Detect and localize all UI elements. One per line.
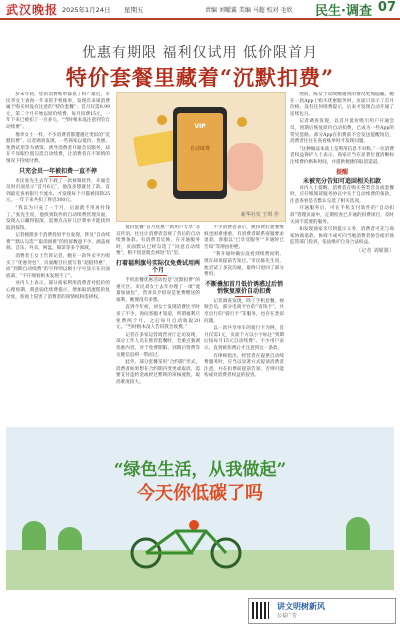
- paragraph: 消费者王女士告诉记者，她在一款外卖平台购买了“优惠券包”，页面醒目位置写着“超值特惠”，而“到期自动续费”的字样则以极小字号显示在页面底部，“不仔细看根本发现不了”。: [6, 254, 110, 279]
- paragraph: 开通服务后，可在手机支付软件的“自动扣款”管理页面中，定期检查已开通的扣费项目，及时关闭不需要的服务。: [290, 206, 394, 225]
- public-service-ad: [6, 427, 394, 590]
- paragraph: 直到今年初，刘女士发现话费比平时多了不少，询问客服才知道，所谓福利只免费两个月，之后每月自动收取20元。“当时根本没人告诉我会收费。”: [116, 305, 200, 331]
- illustration-credit: 新华社发 王琪 作: [240, 212, 279, 218]
- article-title: 特价套餐里藏着“沉默扣费”: [65, 65, 335, 90]
- paragraph: 记者梳理多个消费投诉平台发现，涉及“自动续费”“默认勾选”“取消困难”的投诉数量不少，涵盖视频、音乐、外卖、网盘、阅读等多个领域。: [6, 233, 110, 252]
- paragraph: 业内人士提醒，消费者在购买各类会员或套餐时，应仔细阅读服务协议中关于自动续费的条款，注意查看是否默认勾选了相关选项。: [290, 185, 394, 204]
- article-illustration: [116, 92, 286, 222]
- paragraph: 记者调查发现，除了手机套餐、视频会员，部分电商平台的“省钱卡”、共享出行的“骑行卡”等服务，也存在类似问题。: [204, 298, 284, 324]
- paragraph: 手机套餐优惠活动也是“沉默扣费”的重灾区。市民刘女士去年办理了一项“流量加油包”，营业员介绍说是免费赠送的福利，她便没有多想。: [116, 277, 200, 303]
- article-byline: （记者 刘曜翼）: [356, 247, 394, 254]
- bicycle-icon: [116, 519, 266, 569]
- info-box-title: 讲文明树新风: [277, 602, 325, 611]
- hand-shape: [227, 143, 263, 191]
- paragraph: 记者在多家运营商营业厅走访发现，部分工作人员在推荐套餐时，会重点强调优惠内容，对于免费期限、到期后资费等关键信息则一带而过。: [116, 332, 200, 358]
- heading-divider: [149, 275, 167, 276]
- paragraph: 此外，部分套餐采用“合约期”形式，消费者如果想在合约期内变更或取消，需要支付违约金或经过繁琐的审核流程，取消难度较大。: [116, 360, 200, 385]
- paragraph: 不少消费者表示，被扣费后想要维权也困难重重。有消费者联系客服要求退款，客服以“已享受服务”“开通时已告知”等理由拒绝。: [204, 225, 284, 250]
- section-heading: 只充会员一年被扣费一直不停: [18, 167, 97, 175]
- contract-label: 自动续费: [189, 146, 210, 152]
- article-column-right: [290, 92, 394, 424]
- paragraph: 有律师指出，经营者在提供自动续费服务时，应当以显著方式提请消费者注意，并在扣费前提前告知，否则可能构成对消费者权益的侵害。: [204, 353, 284, 379]
- page-number: 07: [377, 0, 396, 15]
- paragraph: 业内人士表示，部分商家利用消费者对低价的心理预期，刻意弱化续费提示，增加取消流程的复杂度，客观上侵害了消费者的知情权和选择权。: [6, 281, 110, 300]
- issue-weekday: 星期五: [124, 6, 144, 14]
- heading-divider: [235, 296, 253, 297]
- info-box-subtitle: 公益广告: [277, 613, 298, 619]
- ad-tagline: 今天你低碳了吗: [137, 483, 263, 504]
- paragraph: 然而，陈女士反映她遇到的情况更加隐蔽。她在一款App上购买优惠服务时，页面只显示了首月价格，没有任何续费提示，后来才发现自动开通了连续包月。: [290, 92, 394, 117]
- heading-divider: [49, 176, 67, 177]
- paragraph: 记者调查发现，以首月低价吸引用户开通会员，到期后恢复原价自动扣费，已成为一些App的常见套路。部分App在扣费前不会发送提醒短信，消费者往往在查看账单时才发现问题。: [290, 119, 394, 145]
- article-column-middle-2: [204, 225, 284, 424]
- section-title: 民生·调查: [315, 4, 372, 19]
- section-heading: 不断叠加首月低价诱惑过后悄悄恢复原价自动扣费: [204, 280, 283, 295]
- paragraph: 像李女士一样，不少消费者都遭遇过类似的“沉默扣费”。记者调查发现，一些商家以低价、优惠、免费试用等为诱饵，诱导消费者开通会员服务，却在不显眼位置勾选自动续费，让消费者在不知情的情况下持续付费。: [6, 132, 110, 164]
- editor-credits: 责编 刘曜翼 美编 马超 校对 毛欣: [205, 7, 293, 14]
- article-subtitle: 优惠有期限 福利仅试用 低价限首月: [82, 45, 318, 61]
- issue-date: 2025年1月24日: [62, 6, 111, 14]
- reminder-subheading: 未被充分告知可追回相关扣款: [302, 177, 381, 185]
- article-column-left: [6, 92, 110, 424]
- coin-icon: [157, 115, 167, 125]
- paragraph: 市民张先生去年下载了一款视频软件，开通会员时页面显示“首月6元”，他没多想就付了款。直到最近查看银行卡流水，才发现每个月都被扣除25元，一年下来共扣了将近300元。: [6, 178, 110, 204]
- paragraph: 岁末年初，您的消费账单都查了吗？最近，市民李女士查询一年来的手机账单，发现有多项消费属于购买时没有注意的“特价套餐”：首月仅需0.99元，第二个月开始以原价续费，每月扣费15元，一年下来已被扣了一百多元，“当时根本没注意到会自动续费”。: [6, 92, 110, 130]
- paragraph: 低价套餐“首月优惠”“新用户专享”等宣传语，往往让消费者忽视了背后的自动续费条款。有消费者反映，在开通服务时，页面默认已经勾选了“同意自动续费”，稍不留意就会掉进“坑”里。: [116, 225, 200, 257]
- paragraph: “我开通时确实没看到续费说明，现在却说提前告知过。”市民陈先生说，他尝试了多次沟通，最终只退回了部分费用。: [204, 252, 284, 278]
- section-heading: 打着福利旗号实际仅免费试用两个月: [116, 259, 200, 274]
- coin-icon: [147, 179, 157, 189]
- coin-icon: [237, 117, 247, 127]
- paragraph: “这种做法本质上是利用信息不对称。”一位消费者权益保护人士表示，商家应当在显著位置清晰标注续费价格和时间，并提供便捷的取消渠道。: [290, 146, 394, 165]
- page-header: [0, 0, 400, 20]
- paragraph: 以一款共享单车的骑行卡为例，首月仅需1元，页面下方以小字标注“到期后按每月15元自动续费”。不少用户表示，直到被扣费后才注意到这一条款。: [204, 326, 284, 351]
- tree-shape: [346, 517, 370, 553]
- ad-slogan: “绿色生活，从我做起”: [113, 460, 287, 480]
- article-column-middle: [116, 225, 200, 424]
- info-box: [248, 598, 396, 624]
- paragraph: 如发现商家未尽到提示义务，消费者可先与商家协商退款，协商不成可向当地消费者协会或市场监管部门投诉，依法维护自身合法权益。: [290, 227, 394, 246]
- vip-label: VIP: [194, 123, 206, 130]
- paragraph: “我以为只充了一个月，后面就不用再付钱了。”张先生说，他找到软件的自动续费管理页面，发现入口藏得很深，需要点击好几层菜单才能找到取消按钮。: [6, 205, 110, 231]
- newspaper-logo: 武汉晚报: [6, 3, 59, 17]
- reminder-heading: 提醒: [335, 168, 348, 176]
- qr-code-icon: [252, 602, 269, 619]
